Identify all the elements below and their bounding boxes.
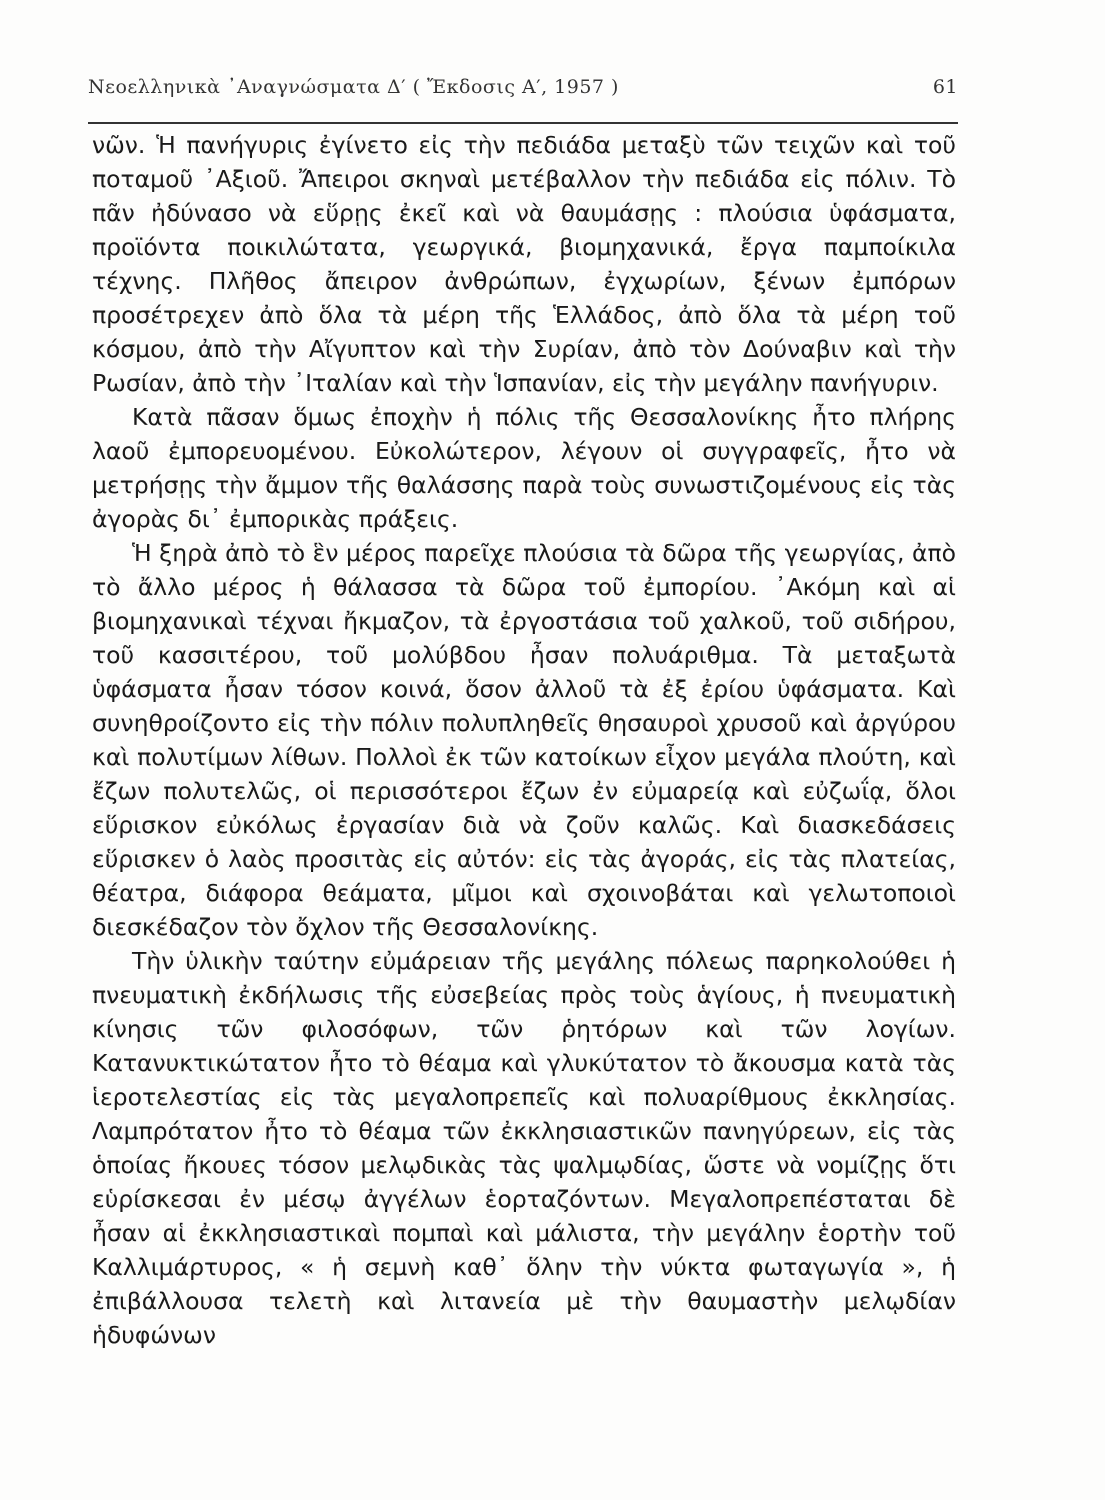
paragraph-2: Κατὰ πᾶσαν ὅμως ἐποχὴν ἡ πόλις τῆς Θεσσαλονίκης ἦτο πλήρης λαοῦ ἐμπορευομένου. Εὐκολώτερον, λέγουν οἱ συγγραφεῖς, ἦτο νὰ μετρήσῃς τὴν ἄμμον τῆς θαλάσσης παρὰ τοὺς συνωστιζομένους εἰς τὰς ἀγορὰς δι᾿ ἐμπορικὰς πράξεις.	[92, 403, 956, 533]
paragraph-3: Ἡ ξηρὰ ἀπὸ τὸ ἓν μέρος παρεῖχε πλούσια τὰ δῶρα τῆς γεωργίας, ἀπὸ τὸ ἄλλο μέρος ἡ θάλασσα τὰ δῶρα τοῦ ἐμπορίου. ᾿Ακόμη καὶ αἱ βιομηχανικαὶ τέχναι ἤκμαζον, τὰ ἐργοστάσια τοῦ χαλκοῦ, τοῦ σιδήρου, τοῦ κασσιτέρου, τοῦ μολύβδου ἦσαν πολυάριθμα. Τὰ μεταξωτὰ ὑφάσματα ἦσαν τόσον κοινά, ὅσον ἀλλοῦ τὰ ἐξ ἐρίου ὑφάσματα. Καὶ συνηθροίζοντο εἰς τὴν πόλιν πολυπληθεῖς θησαυροὶ χρυσοῦ καὶ ἀργύρου καὶ πολυτίμων λίθων. Πολλοὶ ἐκ τῶν κατοίκων εἶχον μεγάλα πλούτη, καὶ ἔζων πολυτελῶς, οἱ περισσότεροι ἔζων ἐν εὐμαρείᾳ καὶ εὐζωΐᾳ, ὅλοι εὕρισκον εὐκόλως ἐργασίαν διὰ νὰ ζοῦν καλῶς. Καὶ διασκεδάσεις εὕρισκεν ὁ λαὸς προσιτὰς εἰς αὐτόν: εἰς τὰς ἀγοράς, εἰς τὰς πλατείας, θέατρα, διάφορα θεάματα, μῖμοι καὶ σχοινοβάται καὶ γελωτοποιοὶ διεσκέδαζον τὸν ὄχλον τῆς Θεσσαλονίκης.	[92, 539, 956, 941]
body-text	[92, 128, 956, 1352]
paragraph-4: Τὴν ὑλικὴν ταύτην εὐμάρειαν τῆς μεγάλης πόλεως παρηκολούθει ἡ πνευματικὴ ἐκδήλωσις τῆς εὐσεβείας πρὸς τοὺς ἁγίους, ἡ πνευματικὴ κίνησις τῶν φιλοσόφων, τῶν ῥητόρων καὶ τῶν λογίων. Κατανυκτικώτατον ἦτο τὸ θέαμα καὶ γλυκύτατον τὸ ἄκουσμα κατὰ τὰς ἱεροτελεστίας εἰς τὰς μεγαλοπρεπεῖς καὶ πολυαρίθμους ἐκκλησίας. Λαμπρότατον ἦτο τὸ θέαμα τῶν ἐκκλησιαστικῶν πανηγύρεων, εἰς τὰς ὁποίας ἤκουες τόσον μελῳδικὰς τὰς ψαλμῳδίας, ὥστε νὰ νομίζῃς ὅτι εὑρίσκεσαι ἐν μέσῳ ἀγγέλων ἑορταζόντων. Μεγαλοπρεπέσταται δὲ ἦσαν αἱ ἐκκλησιαστικαὶ πομπαὶ καὶ μάλιστα, τὴν μεγάλην ἑορτὴν τοῦ Καλλιμάρτυρος, « ἡ σεμνὴ καθ᾿ ὅλην τὴν νύκτα φωταγωγία », ἡ ἐπιβάλλουσα τελετὴ καὶ λιτανεία μὲ τὴν θαυμαστὴν μελῳδίαν ἡδυφώνων	[92, 947, 956, 1349]
header-rule	[88, 122, 958, 124]
paragraph-1: νῶν. Ἡ πανήγυρις ἐγίνετο εἰς τὴν πεδιάδα μεταξὺ τῶν τειχῶν καὶ τοῦ ποταμοῦ ᾿Αξιοῦ. Ἄπειροι σκηναὶ μετέβαλλον τὴν πεδιάδα εἰς πόλιν. Τὸ πᾶν ἠδύνασο νὰ εὕρῃς ἐκεῖ καὶ νὰ θαυμάσῃς : πλούσια ὑφάσματα, προϊόντα ποικιλώτατα, γεωργικά, βιομηχανικά, ἔργα παμποίκιλα τέχνης. Πλῆθος ἄπειρον ἀνθρώπων, ἐγχωρίων, ξένων ἐμπόρων προσέτρεχεν ἀπὸ ὅλα τὰ μέρη τῆς Ἑλλάδος, ἀπὸ ὅλα τὰ μέρη τοῦ κόσμου, ἀπὸ τὴν Αἴγυπτον καὶ τὴν Συρίαν, ἀπὸ τὸν Δούναβιν καὶ τὴν Ρωσίαν, ἀπὸ τὴν ᾿Ιταλίαν καὶ τὴν Ἱσπανίαν, εἰς τὴν μεγάλην πανήγυριν.	[92, 131, 956, 397]
running-head	[88, 76, 958, 98]
page-number: 61	[932, 76, 958, 98]
running-title: Νεοελληνικὰ ᾿Αναγνώσματα Δ′ ( Ἔκδοσις Α′, 1957 )	[88, 76, 619, 98]
